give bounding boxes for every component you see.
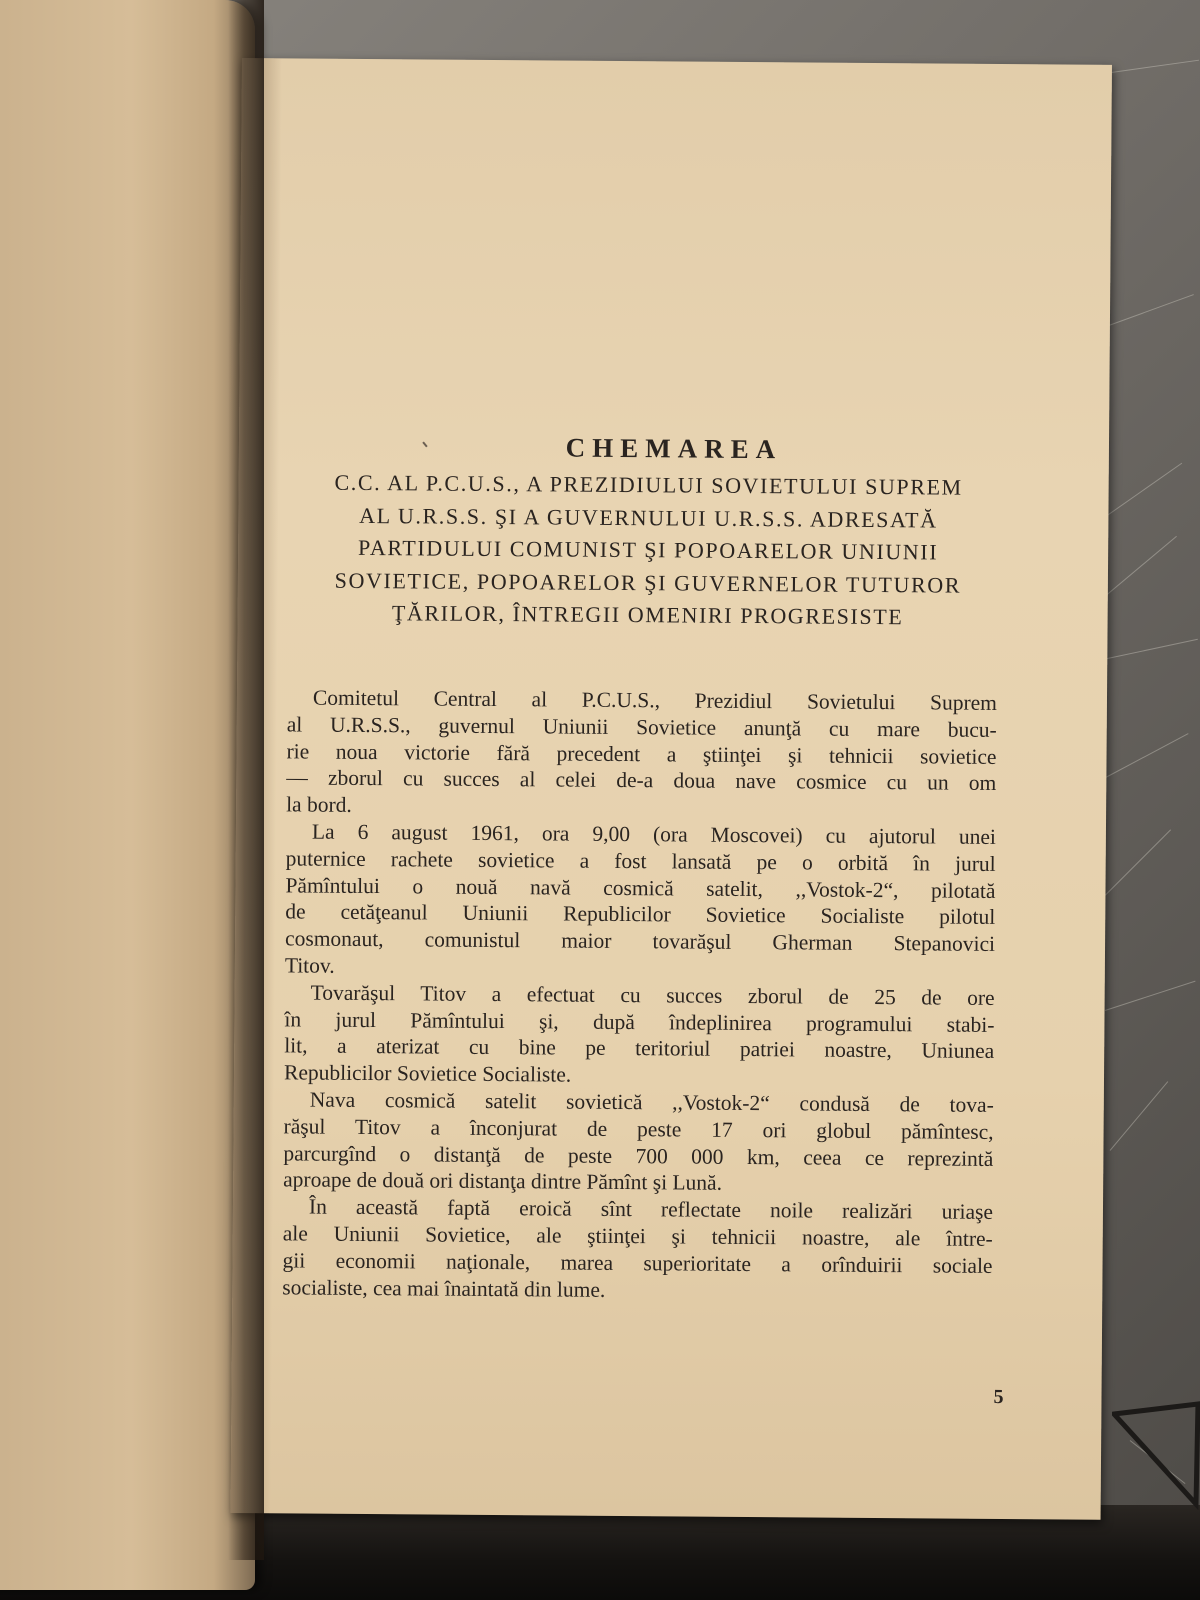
body-line: aproape de două ori distanţa dintre Pămînt şi Lună.	[283, 1167, 723, 1196]
surface-scratch	[1100, 829, 1171, 900]
body-line: La 6 august 1961, ora 9,00 (ora Moscovei) cu ajutorul unei	[311, 819, 996, 849]
body-line: Republicilor Sovietice Socialiste.	[283, 1060, 572, 1087]
body-line: răşul Titov a înconjurat de peste 17 ori globul pămîntesc,	[283, 1114, 994, 1144]
subtitle-line: C.C. AL P.C.U.S., A PREZIDIULUI SOVIETULUI SUPREM	[334, 469, 963, 500]
body-line: rie noua victorie fără precedent a ştiinţei şi tehnicii sovietice	[286, 738, 997, 769]
right-page	[231, 58, 1112, 1520]
body-line: În această faptă eroică sînt reflectate noile realizări uriaşe	[308, 1194, 994, 1225]
surface-scratch	[1100, 463, 1182, 521]
page-text	[231, 58, 1112, 1520]
body-line: de cetăţeanul Uniunii Republicilor Sovietice Socialiste pilotul	[285, 899, 996, 930]
body-line: Tovarăşul Titov a efectuat cu succes zborul de 25 de ore	[310, 980, 995, 1010]
subtitle-line: PARTIDULUI COMUNIST ŞI POPOARELOR UNIUNII	[358, 534, 939, 565]
body-line: în jurul Pămîntului şi, după îndeplinirea programului stabi-	[284, 1006, 995, 1037]
subtitle-line: ŢĂRILOR, ÎNTREGII OMENIRI PROGRESISTE	[391, 600, 904, 630]
body-line: lit, a aterizat cu bine pe teritoriul patriei noastre, Uniunea	[284, 1033, 995, 1064]
body-line: Pămîntului o nouă navă cosmică satelit, ,,Vostok-2“, pilotată	[285, 872, 996, 903]
dark-triangle-outline	[1114, 1404, 1198, 1504]
document-body	[282, 684, 997, 1306]
surface-scratch	[1098, 639, 1198, 661]
body-line: socialiste, cea mai înaintată din lume.	[282, 1274, 606, 1302]
left-page	[0, 0, 255, 1590]
body-line: Comitetul Central al P.C.U.S., Prezidiul Sovietului Suprem	[312, 685, 998, 715]
body-line: parcurgînd o distanţă de peste 700 000 km, ceea ce reprezintă	[283, 1140, 994, 1171]
body-line: Nava cosmică satelit sovietică ,,Vostok-2“ condusă de tova-	[309, 1087, 994, 1117]
body-line: cosmonaut, comunistul maior tovarăşul Gherman Stepanovici	[284, 926, 996, 957]
body-line: al U.R.S.S., guvernul Uniunii Sovietice anunţă cu mare bucu-	[286, 712, 997, 742]
surface-scratch	[1100, 536, 1177, 601]
surface-scratch	[1110, 1081, 1169, 1151]
page-number: 5	[993, 1385, 1004, 1409]
document-subtitle	[268, 466, 1029, 634]
surface-scratch	[1100, 733, 1189, 781]
surface-scratch	[1105, 981, 1196, 1011]
body-line: ale Uniunii Sovietice, ale ştiinţei şi tehnicii noastre, ale între-	[282, 1221, 993, 1251]
gutter-shadow	[228, 0, 264, 1560]
body-line: gii economii naţionale, marea superioritate a orînduirii sociale	[282, 1248, 993, 1278]
body-line: la bord.	[286, 792, 352, 818]
subtitle-line: SOVIETICE, POPOARELOR ŞI GUVERNELOR TUTUROR	[334, 567, 962, 598]
body-line: Titov.	[284, 953, 335, 978]
subtitle-line: AL U.R.S.S. ŞI A GUVERNULUI U.R.S.S. ADRESATĂ	[359, 502, 938, 532]
document-title: CHEMAREA	[565, 432, 783, 465]
body-line: puternice rachete sovietice a fost lansată pe o orbită în jurul	[285, 846, 996, 876]
pen-nib-shape	[1112, 1400, 1200, 1510]
body-line: — zborul cu succes al celei de-a doua nave cosmice cu un om	[286, 765, 997, 796]
